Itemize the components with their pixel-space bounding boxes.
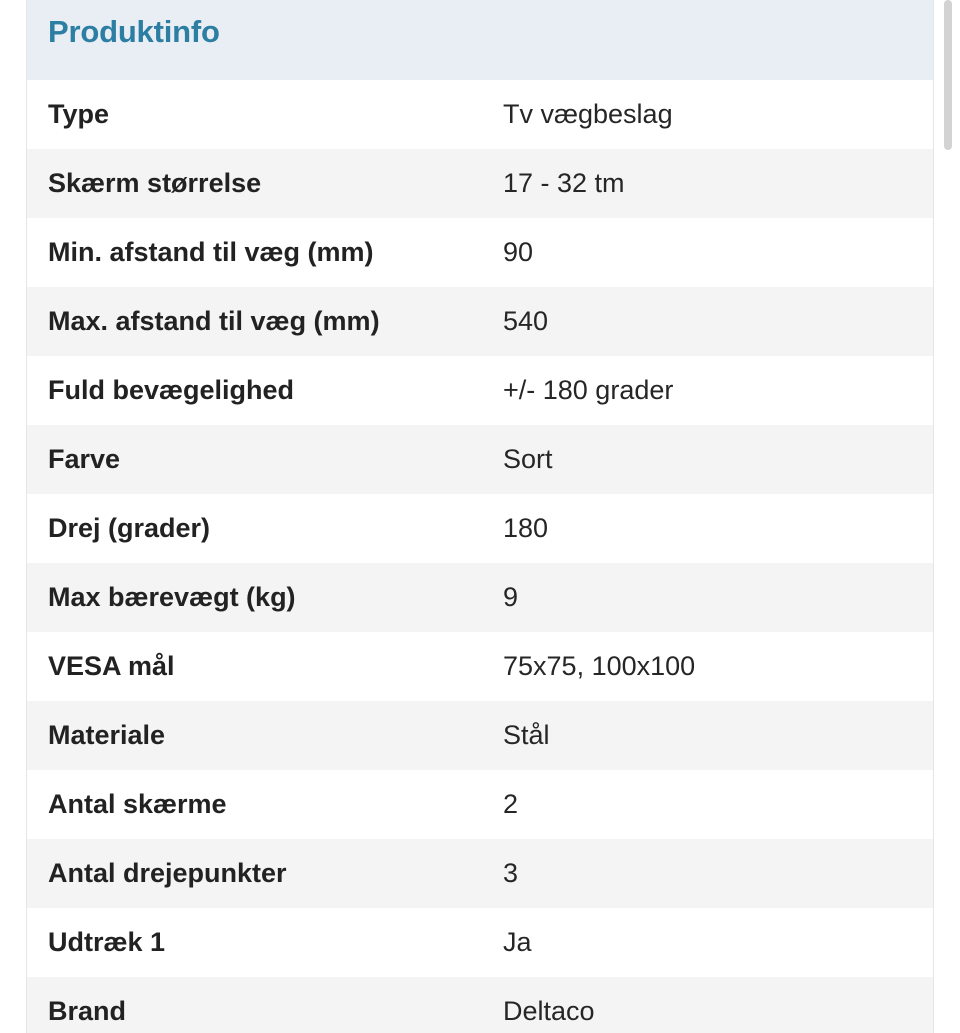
spec-label: Type (48, 99, 110, 129)
spec-value: 17 - 32 tm (503, 168, 625, 198)
spec-label: VESA mål (48, 651, 175, 681)
spec-value: Tv vægbeslag (503, 99, 673, 129)
spec-value: 2 (503, 789, 519, 819)
spec-label: Udtræk 1 (48, 927, 166, 957)
spec-label: Max bærevægt (kg) (48, 582, 296, 612)
spec-row-brand (27, 977, 933, 1033)
spec-row-full-motion (27, 356, 933, 425)
spec-row-type (27, 80, 933, 149)
spec-value: Ja (503, 927, 532, 957)
spec-row-screen-size (27, 149, 933, 218)
spec-table (27, 80, 933, 1033)
spec-row-max-distance (27, 287, 933, 356)
spec-row-screen-count (27, 770, 933, 839)
spec-row-pivot-points (27, 839, 933, 908)
spec-row-extension (27, 908, 933, 977)
spec-value: 75x75, 100x100 (503, 651, 696, 681)
spec-row-max-load (27, 563, 933, 632)
spec-label: Brand (48, 996, 127, 1026)
spec-value: Deltaco (503, 996, 595, 1026)
panel-header (27, 0, 933, 80)
spec-value: 180 (503, 513, 549, 543)
spec-value: 9 (503, 582, 519, 612)
spec-label: Min. afstand til væg (mm) (48, 237, 374, 267)
product-info-panel (26, 0, 934, 1033)
spec-value: Sort (503, 444, 553, 474)
spec-value: +/- 180 grader (503, 375, 674, 405)
spec-label: Max. afstand til væg (mm) (48, 306, 380, 336)
spec-label: Antal skærme (48, 789, 227, 819)
spec-label: Farve (48, 444, 121, 474)
panel-title: Produktinfo (48, 14, 220, 49)
spec-row-material (27, 701, 933, 770)
spec-row-vesa (27, 632, 933, 701)
spec-value: Stål (503, 720, 550, 750)
spec-value: 90 (503, 237, 534, 267)
spec-label: Fuld bevægelighed (48, 375, 295, 405)
spec-row-rotation (27, 494, 933, 563)
scrollbar[interactable] (944, 0, 952, 150)
spec-label: Antal drejepunkter (48, 858, 287, 888)
spec-label: Materiale (48, 720, 166, 750)
spec-row-min-distance (27, 218, 933, 287)
spec-value: 540 (503, 306, 549, 336)
spec-value: 3 (503, 858, 519, 888)
spec-label: Drej (grader) (48, 513, 211, 543)
spec-row-color (27, 425, 933, 494)
spec-label: Skærm størrelse (48, 168, 262, 198)
